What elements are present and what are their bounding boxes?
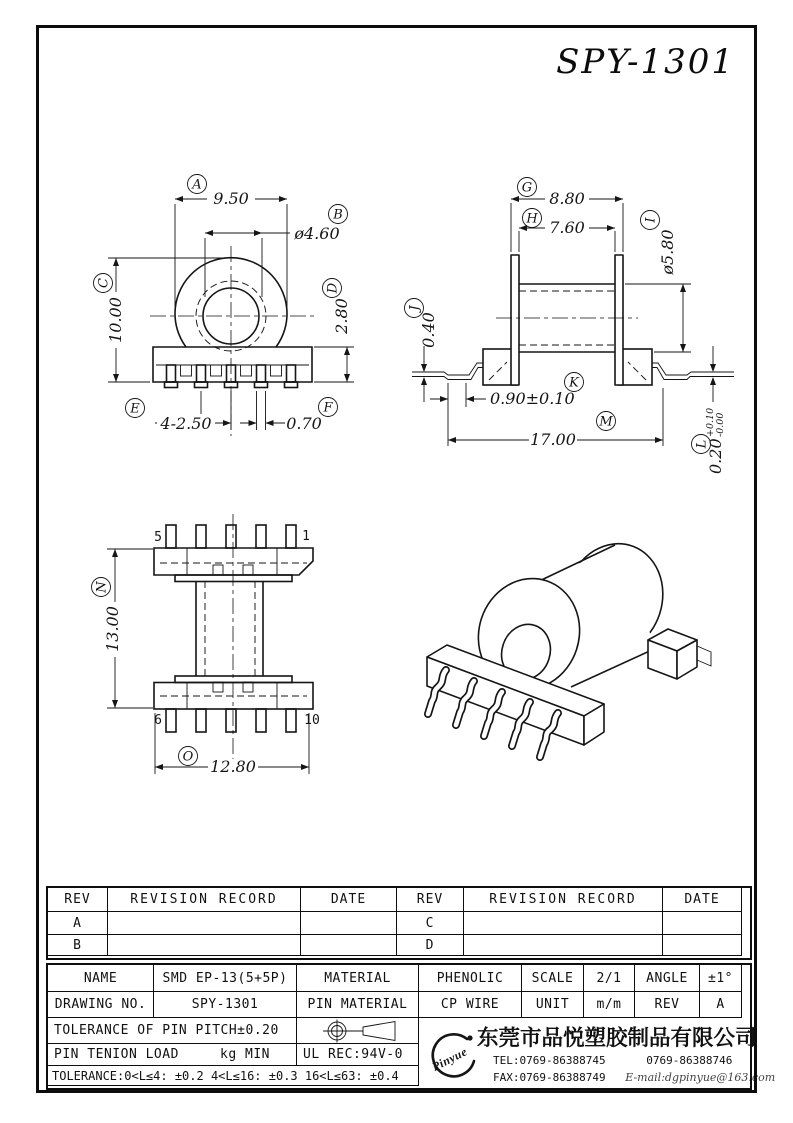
- iso-right-block: [648, 629, 711, 679]
- balloon-e: E: [130, 401, 140, 417]
- unit-value: m/m: [584, 992, 635, 1018]
- dim-j-value: 0.40: [419, 312, 438, 348]
- material-value: PHENOLIC: [419, 965, 522, 992]
- scale-label: SCALE: [522, 965, 584, 992]
- rev-d-cell: D: [397, 935, 464, 956]
- company-name: 东莞市品悦塑胶制品有限公司: [477, 1026, 757, 1051]
- dim-l-upper-tol: +0.10: [705, 407, 716, 437]
- dim-b-value: ø4.60: [294, 224, 340, 243]
- pin-pitch-tolerance: TOLERANCE OF PIN PITCH±0.20: [48, 1018, 297, 1044]
- scale-value: 2/1: [584, 965, 635, 992]
- balloon-h: H: [526, 211, 538, 227]
- dim-c-value: 10.00: [106, 297, 125, 343]
- company-cell: [419, 1018, 776, 1086]
- page-title: SPY-1301: [556, 42, 735, 82]
- pin-tension-unit: kg MIN: [220, 1047, 270, 1062]
- rev-header: REV: [48, 888, 108, 912]
- balloon-k: K: [569, 375, 579, 391]
- dim-e-value: 4-2.50: [160, 414, 212, 433]
- balloon-n: N: [94, 581, 110, 593]
- dim-g-value: 8.80: [549, 189, 585, 208]
- rev-value: A: [700, 992, 742, 1018]
- drawing-no-label: DRAWING NO.: [48, 992, 154, 1018]
- company-fax: FAX:0769-86388749: [493, 1071, 606, 1084]
- date-cell: [663, 912, 742, 935]
- side-view-geometry: [412, 255, 734, 385]
- dim-d-value: 2.80: [332, 298, 351, 334]
- rev-a-cell: A: [48, 912, 108, 935]
- pinyue-logo: [423, 1030, 479, 1086]
- dim-a-value: 9.50: [213, 189, 249, 208]
- balloon-l: L: [694, 439, 710, 449]
- revision-table: [46, 886, 752, 960]
- date-cell: [301, 935, 397, 956]
- balloon-g: G: [521, 180, 533, 196]
- pin-label-6: 6: [154, 713, 162, 728]
- top-view-geometry: [154, 514, 313, 776]
- dim-k-value: 0.90±0.10: [490, 389, 575, 408]
- dim-i-value: ø5.80: [658, 229, 677, 275]
- angle-label: ANGLE: [635, 965, 700, 992]
- top-view: [85, 500, 350, 790]
- dim-m-value: 17.00: [530, 430, 576, 449]
- rev-label: REV: [635, 992, 700, 1018]
- company-tel: TEL:0769-86388745: [493, 1054, 606, 1067]
- rev-b-cell: B: [48, 935, 108, 956]
- balloon-f: F: [323, 400, 333, 416]
- date-cell: [663, 935, 742, 956]
- revision-record-cell: [464, 912, 663, 935]
- date-header: DATE: [663, 888, 742, 912]
- revision-record-cell: [108, 912, 301, 935]
- front-view-dimensions: [106, 189, 354, 433]
- side-view: [400, 165, 760, 485]
- balloon-d: D: [325, 282, 341, 294]
- front-view: [85, 165, 380, 450]
- dim-l-value: 0.20: [706, 438, 725, 474]
- length-tolerance-cell: TOLERANCE:0<L≤4: ±0.2 4<L≤16: ±0.3 16<L≤63: ±0.4: [48, 1066, 419, 1086]
- side-view-dimensions: [419, 189, 726, 474]
- balloon-j: J: [407, 305, 423, 311]
- dim-f-value: 0.70: [286, 414, 322, 433]
- balloon-c: C: [96, 278, 112, 288]
- balloon-o: O: [182, 749, 194, 765]
- dim-o-value: 12.80: [210, 757, 256, 776]
- ul-rec-cell: UL REC:94V-0: [297, 1044, 419, 1066]
- company-tel2: 0769-86388746: [646, 1054, 733, 1067]
- balloon-b: B: [333, 207, 343, 223]
- revision-record-cell: [108, 935, 301, 956]
- projection-symbol-cell: [297, 1018, 419, 1044]
- front-view-balloons: [94, 175, 348, 418]
- balloon-i: I: [643, 217, 659, 223]
- dim-h-value: 7.60: [549, 218, 585, 237]
- angle-value: ±1°: [700, 965, 742, 992]
- unit-label: UNIT: [522, 992, 584, 1018]
- top-view-dimensions: [103, 529, 320, 776]
- name-value: SMD EP-13(5+5P): [154, 965, 297, 992]
- iso-geometry: [427, 531, 711, 757]
- material-label: MATERIAL: [297, 965, 419, 992]
- balloon-a: A: [192, 177, 202, 193]
- name-label: NAME: [48, 965, 154, 992]
- dim-n-value: 13.00: [103, 606, 122, 652]
- date-cell: [301, 912, 397, 935]
- rev-header: REV: [397, 888, 464, 912]
- pin-label-10: 10: [304, 713, 320, 728]
- pin-label-5: 5: [154, 530, 162, 545]
- company-email: E-mail:dgpinyue@163.com: [625, 1071, 776, 1084]
- title-block: [46, 963, 776, 1090]
- revision-record-header: REVISION RECORD: [108, 888, 301, 912]
- pinyue-logo-text: Pinyue: [429, 1044, 470, 1074]
- rev-c-cell: C: [397, 912, 464, 935]
- first-angle-projection-icon: [299, 1019, 417, 1043]
- dim-l-lower-tol: -0.00: [715, 412, 726, 437]
- pin-label-1: 1: [302, 529, 310, 544]
- company-tel-line: [493, 1054, 732, 1067]
- balloon-m: M: [599, 414, 613, 430]
- date-header: DATE: [301, 888, 397, 912]
- company-fax-line: [493, 1071, 775, 1084]
- pin-tension-load-cell: [48, 1044, 297, 1066]
- pin-material-value: CP WIRE: [419, 992, 522, 1018]
- drawing-no-value: SPY-1301: [154, 992, 297, 1018]
- pin-tension-label: PIN TENION LOAD: [54, 1047, 179, 1062]
- isometric-view: [395, 525, 750, 790]
- revision-record-header: REVISION RECORD: [464, 888, 663, 912]
- revision-record-cell: [464, 935, 663, 956]
- pin-material-label: PIN MATERIAL: [297, 992, 419, 1018]
